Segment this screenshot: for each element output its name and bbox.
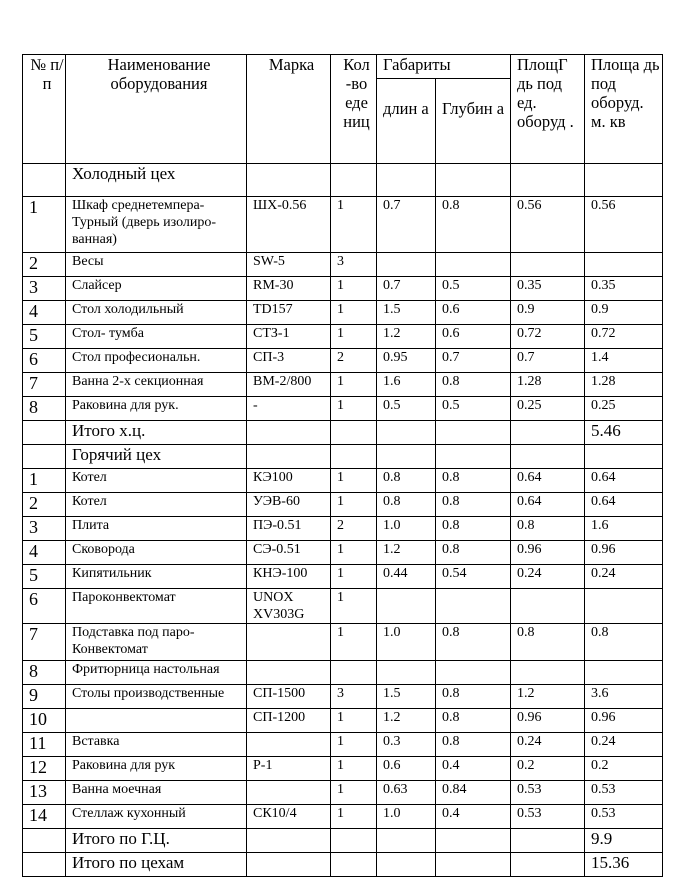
header-area-total: Площа дь под оборуд. м. кв [585, 55, 663, 164]
cell-brand: ШХ-0.56 [247, 197, 331, 253]
cell-qty [331, 421, 377, 445]
cell-len: 0.5 [377, 397, 436, 421]
cell-name: Весы [66, 253, 247, 277]
cell-num: 12 [23, 757, 66, 781]
header-name: Наименование оборудования [66, 55, 247, 164]
cell-qty: 1 [331, 781, 377, 805]
cell-qty: 1 [331, 469, 377, 493]
cell-num: 2 [23, 253, 66, 277]
cell-brand: УЭВ-60 [247, 493, 331, 517]
cell-dep [436, 829, 511, 853]
cell-qty: 1 [331, 301, 377, 325]
cell-total: 1.4 [585, 349, 663, 373]
cell-num [23, 853, 66, 877]
cell-name: Котел [66, 469, 247, 493]
table-row [23, 757, 663, 781]
table-row [23, 277, 663, 301]
cell-num [23, 164, 66, 197]
cell-dep: 0.4 [436, 757, 511, 781]
cell-brand: СП-1200 [247, 709, 331, 733]
cell-len: 1.0 [377, 517, 436, 541]
cell-num: 11 [23, 733, 66, 757]
cell-qty: 3 [331, 685, 377, 709]
table-row [23, 253, 663, 277]
cell-qty: 1 [331, 805, 377, 829]
cell-brand [247, 829, 331, 853]
cell-total [585, 253, 663, 277]
table-row [23, 301, 663, 325]
cell-total: 0.72 [585, 325, 663, 349]
cell-len: 0.6 [377, 757, 436, 781]
cell-qty [331, 661, 377, 685]
cell-area: 0.96 [511, 709, 585, 733]
cell-name: Стол професиональн. [66, 349, 247, 373]
cell-dep: 0.84 [436, 781, 511, 805]
cell-dep: 0.8 [436, 541, 511, 565]
cell-name: Стеллаж кухонный [66, 805, 247, 829]
cell-len: 0.7 [377, 277, 436, 301]
cell-total [585, 661, 663, 685]
cell-len [377, 421, 436, 445]
cell-brand [247, 624, 331, 661]
cell-total [585, 164, 663, 197]
cell-num: 1 [23, 469, 66, 493]
cell-qty: 1 [331, 624, 377, 661]
cell-brand [247, 164, 331, 197]
cell-total: 0.8 [585, 624, 663, 661]
cell-area: 1.28 [511, 373, 585, 397]
cell-qty: 1 [331, 197, 377, 253]
cell-area: 0.8 [511, 624, 585, 661]
cell-total [585, 445, 663, 469]
cell-total: 0.96 [585, 709, 663, 733]
cell-dep: 0.6 [436, 301, 511, 325]
cell-len: 1.2 [377, 709, 436, 733]
summary-row [23, 421, 663, 445]
header-area-unit: ПлощГ дь под ед. оборуд . [511, 55, 585, 164]
table-row [23, 709, 663, 733]
cell-qty [331, 829, 377, 853]
cell-brand: КЭ100 [247, 469, 331, 493]
summary-row [23, 853, 663, 877]
cell-brand [247, 421, 331, 445]
cell-dep: 0.7 [436, 349, 511, 373]
table-row [23, 685, 663, 709]
cell-num [23, 421, 66, 445]
cell-brand [247, 781, 331, 805]
cell-dep: 0.5 [436, 277, 511, 301]
cell-len: 0.8 [377, 469, 436, 493]
cell-dep: 0.4 [436, 805, 511, 829]
cell-area: 0.53 [511, 781, 585, 805]
cell-name: Котел [66, 493, 247, 517]
cell-num [23, 829, 66, 853]
cell-qty [331, 164, 377, 197]
cell-area [511, 661, 585, 685]
cell-name: Шкаф среднетемпера-Турный (дверь изолиро-ванная) [66, 197, 247, 253]
cell-area: 0.35 [511, 277, 585, 301]
cell-brand: СТЗ-1 [247, 325, 331, 349]
cell-dep: 0.5 [436, 397, 511, 421]
cell-len [377, 445, 436, 469]
table-row [23, 565, 663, 589]
cell-brand [247, 445, 331, 469]
summary-row [23, 164, 663, 197]
table-row [23, 469, 663, 493]
cell-name: Итого х.ц. [66, 421, 247, 445]
cell-len [377, 253, 436, 277]
cell-total: 3.6 [585, 685, 663, 709]
cell-name: Ванна моечная [66, 781, 247, 805]
cell-brand: SW-5 [247, 253, 331, 277]
cell-dep [436, 164, 511, 197]
cell-name: Стол холодильный [66, 301, 247, 325]
cell-brand: СЭ-0.51 [247, 541, 331, 565]
table-row [23, 589, 663, 624]
cell-qty: 1 [331, 589, 377, 624]
cell-num: 2 [23, 493, 66, 517]
cell-name: Фритюрница настольная [66, 661, 247, 685]
cell-num: 3 [23, 277, 66, 301]
cell-qty: 2 [331, 349, 377, 373]
cell-len: 1.0 [377, 805, 436, 829]
cell-area [511, 853, 585, 877]
cell-total: 0.96 [585, 541, 663, 565]
cell-area: 0.56 [511, 197, 585, 253]
cell-name: Итого по цехам [66, 853, 247, 877]
cell-num: 8 [23, 397, 66, 421]
cell-len [377, 661, 436, 685]
table-row [23, 733, 663, 757]
cell-brand [247, 853, 331, 877]
cell-num: 1 [23, 197, 66, 253]
header-brand: Марка [247, 55, 331, 164]
cell-name: Раковина для рук [66, 757, 247, 781]
table-row [23, 661, 663, 685]
table-row [23, 517, 663, 541]
cell-num: 14 [23, 805, 66, 829]
cell-area: 0.24 [511, 733, 585, 757]
cell-len: 0.7 [377, 197, 436, 253]
cell-name: Плита [66, 517, 247, 541]
cell-name: Подставка под паро-Конвектомат [66, 624, 247, 661]
cell-name: Раковина для рук. [66, 397, 247, 421]
cell-len: 1.6 [377, 373, 436, 397]
cell-dep [436, 253, 511, 277]
cell-total: 0.64 [585, 469, 663, 493]
cell-area [511, 829, 585, 853]
cell-len [377, 829, 436, 853]
header-depth: Глубин а [436, 79, 511, 164]
equipment-table [22, 54, 663, 877]
table-row [23, 781, 663, 805]
cell-len: 1.0 [377, 624, 436, 661]
cell-len: 0.8 [377, 493, 436, 517]
table-row [23, 541, 663, 565]
cell-len: 0.44 [377, 565, 436, 589]
cell-name: Итого по Г.Ц. [66, 829, 247, 853]
cell-dep: 0.8 [436, 517, 511, 541]
cell-len: 1.5 [377, 685, 436, 709]
cell-qty: 1 [331, 277, 377, 301]
cell-total: 0.56 [585, 197, 663, 253]
cell-num: 10 [23, 709, 66, 733]
cell-name: Холодный цех [66, 164, 247, 197]
table-row [23, 493, 663, 517]
cell-num: 7 [23, 373, 66, 397]
cell-num: 8 [23, 661, 66, 685]
cell-brand: СП-3 [247, 349, 331, 373]
cell-len: 0.3 [377, 733, 436, 757]
cell-num [23, 445, 66, 469]
cell-area: 1.2 [511, 685, 585, 709]
cell-qty: 1 [331, 397, 377, 421]
cell-brand [247, 733, 331, 757]
cell-num: 4 [23, 541, 66, 565]
table-row [23, 397, 663, 421]
header-dims: Габариты [377, 55, 511, 79]
cell-qty: 1 [331, 325, 377, 349]
cell-num: 5 [23, 565, 66, 589]
cell-total: 0.24 [585, 565, 663, 589]
cell-dep: 0.8 [436, 493, 511, 517]
cell-qty: 3 [331, 253, 377, 277]
cell-area: 0.24 [511, 565, 585, 589]
cell-num: 6 [23, 589, 66, 624]
header-length: длин а [377, 79, 436, 164]
cell-qty [331, 853, 377, 877]
cell-area: 0.9 [511, 301, 585, 325]
cell-name: Стол- тумба [66, 325, 247, 349]
cell-dep: 0.8 [436, 373, 511, 397]
cell-brand: СК10/4 [247, 805, 331, 829]
cell-total: 0.53 [585, 805, 663, 829]
cell-brand: ВМ-2/800 [247, 373, 331, 397]
cell-dep: 0.8 [436, 469, 511, 493]
cell-area: 0.53 [511, 805, 585, 829]
cell-num: 9 [23, 685, 66, 709]
cell-qty: 1 [331, 709, 377, 733]
cell-total: 0.64 [585, 493, 663, 517]
cell-len [377, 164, 436, 197]
cell-len [377, 589, 436, 624]
cell-total: 15.36 [585, 853, 663, 877]
cell-len [377, 853, 436, 877]
cell-dep [436, 589, 511, 624]
summary-row [23, 445, 663, 469]
cell-name: Сковорода [66, 541, 247, 565]
cell-brand: UNOX XV303G [247, 589, 331, 624]
cell-name: Ванна 2-х секционная [66, 373, 247, 397]
cell-area [511, 445, 585, 469]
cell-len: 0.63 [377, 781, 436, 805]
cell-qty: 1 [331, 733, 377, 757]
cell-brand: - [247, 397, 331, 421]
cell-brand: СП-1500 [247, 685, 331, 709]
cell-total [585, 589, 663, 624]
cell-dep: 0.54 [436, 565, 511, 589]
cell-area: 0.64 [511, 469, 585, 493]
cell-brand [247, 661, 331, 685]
cell-len: 1.5 [377, 301, 436, 325]
cell-area: 0.96 [511, 541, 585, 565]
cell-brand: Р-1 [247, 757, 331, 781]
cell-num: 7 [23, 624, 66, 661]
cell-num: 6 [23, 349, 66, 373]
table-row [23, 197, 663, 253]
cell-qty: 1 [331, 565, 377, 589]
cell-total: 0.2 [585, 757, 663, 781]
cell-dep [436, 445, 511, 469]
cell-num: 13 [23, 781, 66, 805]
table-row [23, 325, 663, 349]
cell-brand: TD157 [247, 301, 331, 325]
cell-brand: КНЭ-100 [247, 565, 331, 589]
cell-name: Вставка [66, 733, 247, 757]
cell-dep: 0.8 [436, 624, 511, 661]
cell-dep [436, 853, 511, 877]
cell-dep [436, 661, 511, 685]
cell-len: 0.95 [377, 349, 436, 373]
cell-area: 0.72 [511, 325, 585, 349]
cell-qty: 1 [331, 493, 377, 517]
cell-dep: 0.8 [436, 685, 511, 709]
cell-total: 1.6 [585, 517, 663, 541]
cell-total: 1.28 [585, 373, 663, 397]
cell-total: 0.25 [585, 397, 663, 421]
cell-total: 0.9 [585, 301, 663, 325]
cell-dep [436, 421, 511, 445]
cell-qty: 2 [331, 517, 377, 541]
header-num: № п/п [23, 55, 66, 164]
cell-area: 0.2 [511, 757, 585, 781]
cell-total: 0.35 [585, 277, 663, 301]
cell-area: 0.64 [511, 493, 585, 517]
cell-name: Столы производственные [66, 685, 247, 709]
cell-dep: 0.8 [436, 197, 511, 253]
cell-name: Горячий цех [66, 445, 247, 469]
cell-num: 5 [23, 325, 66, 349]
cell-brand: ПЭ-0.51 [247, 517, 331, 541]
table-row [23, 624, 663, 661]
summary-row [23, 829, 663, 853]
table-row [23, 373, 663, 397]
cell-name [66, 709, 247, 733]
cell-qty [331, 445, 377, 469]
cell-dep: 0.6 [436, 325, 511, 349]
cell-dep: 0.8 [436, 733, 511, 757]
cell-qty: 1 [331, 541, 377, 565]
header-qty: Кол -во еде ниц [331, 55, 377, 164]
cell-brand: RM-30 [247, 277, 331, 301]
cell-name: Кипятильник [66, 565, 247, 589]
cell-qty: 1 [331, 373, 377, 397]
cell-area [511, 164, 585, 197]
table-body [23, 164, 663, 877]
table-row [23, 349, 663, 373]
cell-area: 0.25 [511, 397, 585, 421]
cell-total: 9.9 [585, 829, 663, 853]
cell-area: 0.8 [511, 517, 585, 541]
cell-num: 4 [23, 301, 66, 325]
cell-num: 3 [23, 517, 66, 541]
table-row [23, 805, 663, 829]
cell-total: 0.24 [585, 733, 663, 757]
cell-name: Пароконвектомат [66, 589, 247, 624]
cell-total: 5.46 [585, 421, 663, 445]
cell-area [511, 589, 585, 624]
cell-name: Слайсер [66, 277, 247, 301]
cell-len: 1.2 [377, 325, 436, 349]
cell-total: 0.53 [585, 781, 663, 805]
cell-area [511, 421, 585, 445]
cell-area: 0.7 [511, 349, 585, 373]
cell-qty: 1 [331, 757, 377, 781]
cell-area [511, 253, 585, 277]
cell-len: 1.2 [377, 541, 436, 565]
cell-dep: 0.8 [436, 709, 511, 733]
